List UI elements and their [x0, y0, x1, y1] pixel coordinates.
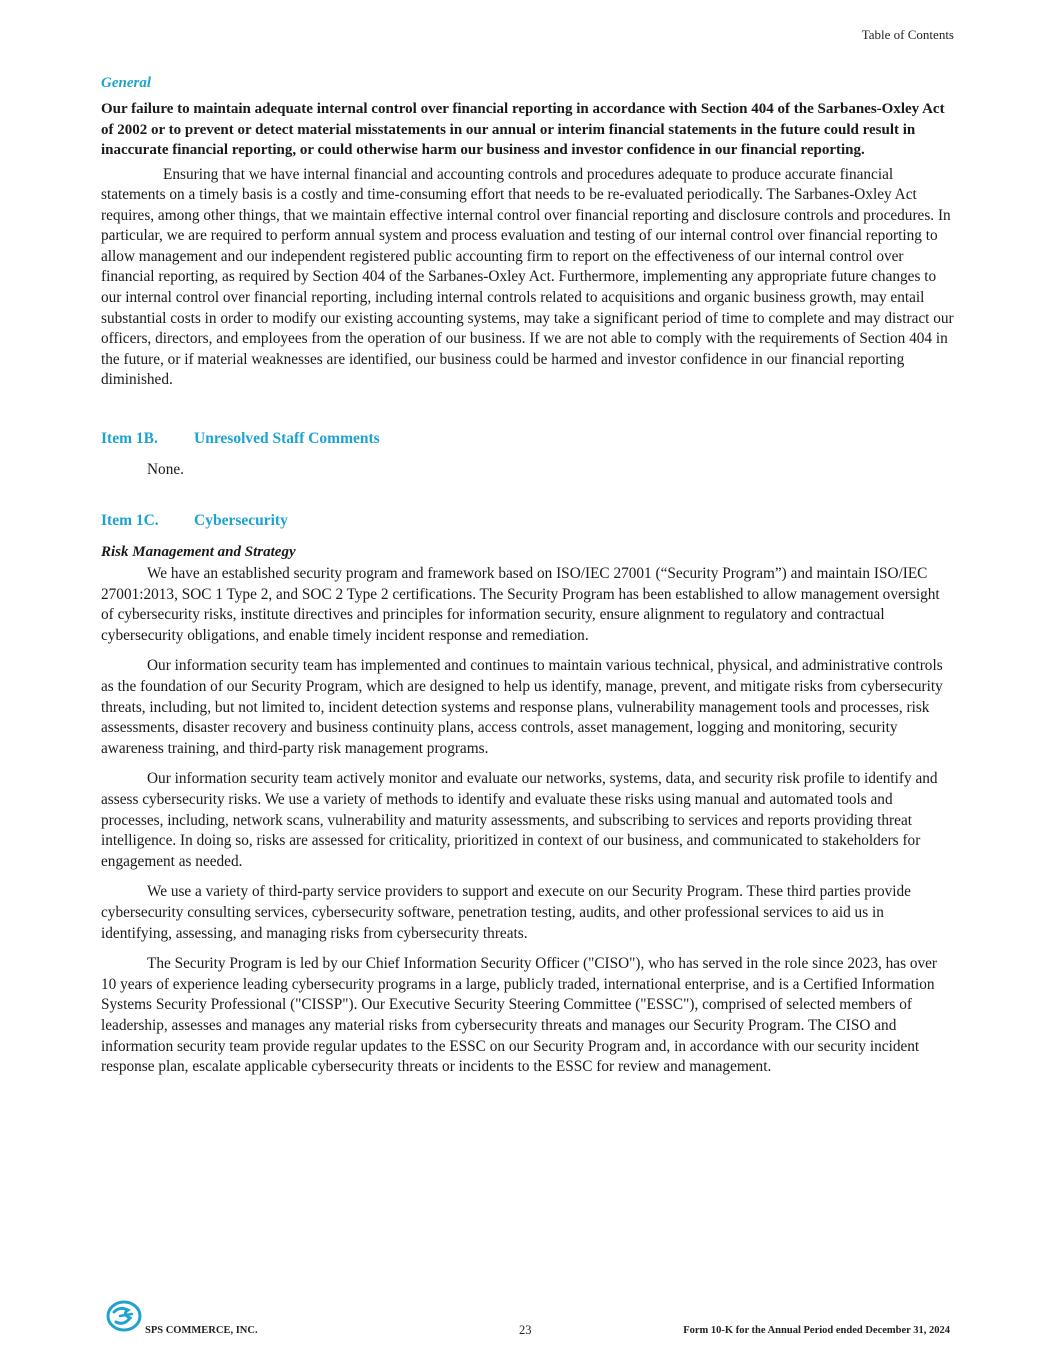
- cybersecurity-paragraph: Our information security team has implemented and continues to maintain various technical, physical, and administrative controls as the foundation of our Security Program, which are designed to help us identify, manage, prevent, and mitigate risks from cybersecurity threats, including, but not limited to, incident detection systems and response plans, vulnerability management tools and processes, risk assessments, disaster recovery and business continuity plans, access controls, asset management, logging and monitoring, security awareness training, and third-party risk management programs.: [101, 657, 943, 757]
- item-1c-number: Item 1C.: [101, 512, 159, 530]
- cybersecurity-paragraph: The Security Program is led by our Chief Information Security Officer ("CISO"), who has served in the role since 2023, has over 10 years of experience leading cybersecurity programs in a large, publicly traded, international enterprise, and is a Certified Information Systems Security Professional ("CISSP"). Our Executive Security Steering Committee ("ESSC"), comprised of selected members of leadership, assesses and manages any material risks from cybersecurity threats and manages our Security Program. The CISO and information security team provide regular updates to the ESSC on our Security Program and, in accordance with our security incident response plan, escalate applicable cybersecurity threats or incidents to the ESSC for review and management.: [101, 955, 938, 1076]
- sps-logo-icon: [106, 1300, 142, 1332]
- item-1b-title: Unresolved Staff Comments: [194, 430, 380, 448]
- page-content: [101, 73, 954, 1088]
- section-label-general: General: [101, 75, 151, 91]
- page-number: 23: [519, 1323, 532, 1337]
- item-1c-title: Cybersecurity: [194, 512, 288, 530]
- item-1b-number: Item 1B.: [101, 430, 158, 448]
- item-1b-body: None.: [147, 461, 184, 479]
- risk-factor-heading: Our failure to maintain adequate internal control over financial reporting in accordance with Section 404 of the Sarbanes-Oxley Act of 2002 or to prevent or detect material misstatements in our annual or interim financial statements in the future could result in inaccurate financial reporting, or could otherwise harm our business and investor confidence in our financial reporting.: [101, 101, 945, 158]
- general-paragraph: Ensuring that we have internal financial and accounting controls and procedures adequate to produce accurate financial statements on a timely basis is a costly and time-consuming effort that needs to be re-evaluated periodically. The Sarbanes-Oxley Act requires, among other things, that we maintain effective internal control over financial reporting and disclosure controls and procedures. In particular, we are required to perform annual system and process evaluation and testing of our internal control over financial reporting to allow management and our independent registered public accounting firm to report on the effectiveness of our internal control over financial reporting, as required by Section 404 of the Sarbanes-Oxley Act. Furthermore, implementing any appropriate future changes to our internal control over financial reporting, including internal controls related to acquisitions and organic business growth, may entail substantial costs in order to modify our existing accounting systems, may take a significant period of time to complete and may distract our officers, directors, and employees from the operation of our business. If we are not able to comply with the requirements of Section 404 in the future, or if material weaknesses are identified, our business could be harmed and investor confidence in our financial reporting diminished.: [101, 165, 954, 389]
- risk-management-subheading: Risk Management and Strategy: [101, 544, 296, 561]
- cybersecurity-paragraph: Our information security team actively monitor and evaluate our networks, systems, data, and security risk profile to identify and assess cybersecurity risks. We use a variety of methods to identify and evaluate these risks using manual and automated tools and processes, including, network scans, vulnerability and maturity assessments, and subscribing to services and reports providing threat intelligence. In doing so, risks are assessed for criticality, prioritized in context of our business, and communicated to stakeholders for engagement as needed.: [101, 770, 938, 870]
- item-1b-heading: [101, 429, 954, 449]
- cybersecurity-paragraph: We use a variety of third-party service providers to support and execute on our Security Program. These third parties provide cybersecurity consulting services, cybersecurity software, penetration testing, audits, and other professional services to aid us in identifying, assessing, and managing risks from cybersecurity threats.: [101, 883, 911, 942]
- cybersecurity-paragraph: We have an established security program and framework based on ISO/IEC 27001 (“Security Program”) and maintain ISO/IEC 27001:2013, SOC 1 Type 2, and SOC 2 Type 2 certifications. The Security Program has been established to allow management oversight of cybersecurity risks, institute directives and principles for information security, ensure alignment to regulatory and contractual cybersecurity obligations, and enable timely incident response and remediation.: [101, 565, 940, 644]
- form-reference: Form 10-K for the Annual Period ended December 31, 2024: [683, 1325, 950, 1336]
- company-name: SPS COMMERCE, INC.: [145, 1325, 258, 1336]
- item-1c-heading: [101, 511, 954, 531]
- table-of-contents-link[interactable]: Table of Contents: [861, 27, 954, 42]
